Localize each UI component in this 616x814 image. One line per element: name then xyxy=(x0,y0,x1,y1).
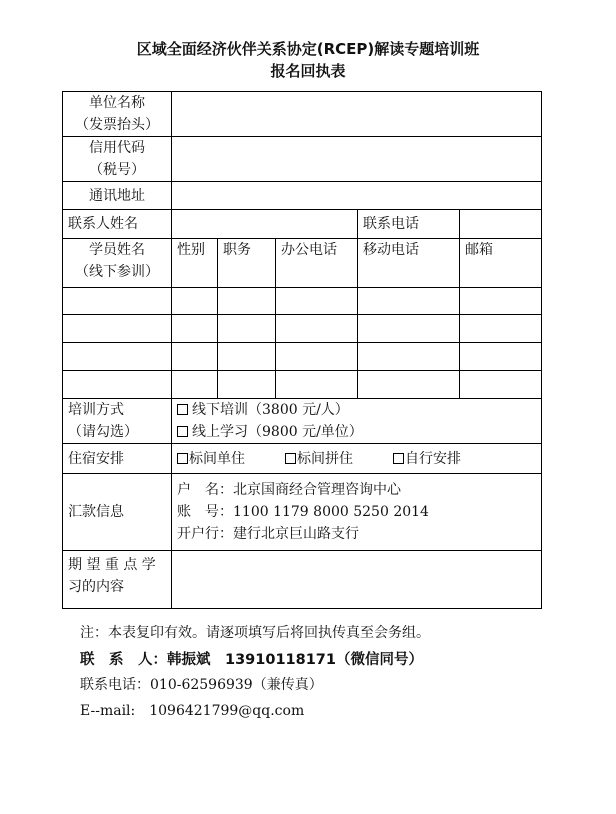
contact-email: E--mail: 1096421799@qq.com xyxy=(80,703,305,719)
student-cell[interactable] xyxy=(358,315,460,343)
student-cell[interactable] xyxy=(218,315,276,343)
shared-room-label: 标间拼住 xyxy=(297,450,353,467)
contact-phone-label: 联系电话 xyxy=(358,210,460,239)
training-mode-label: 培训方式 （请勾选） xyxy=(63,399,172,444)
student-cell[interactable] xyxy=(358,371,460,399)
single-room-checkbox[interactable] xyxy=(177,453,188,464)
contact-phone: 联系电话：010-62596939（兼传真） xyxy=(80,677,323,693)
student-cell[interactable] xyxy=(172,288,218,315)
address-field[interactable] xyxy=(172,182,542,210)
table-row xyxy=(63,315,542,343)
self-arrange-checkbox[interactable] xyxy=(393,453,404,464)
registration-form-table xyxy=(62,91,542,609)
student-cell[interactable] xyxy=(460,343,542,371)
student-cell[interactable] xyxy=(172,343,218,371)
contact-person: 联 系 人：韩振斌 13910118171（微信同号） xyxy=(80,652,423,668)
remit-label: 汇款信息 xyxy=(63,474,172,551)
account-name: 户 名：北京国商经合管理咨询中心 xyxy=(177,482,401,498)
self-arrange-label: 自行安排 xyxy=(405,450,461,467)
contact-name-field[interactable] xyxy=(172,210,358,239)
unit-name-field[interactable] xyxy=(172,92,542,137)
student-cell[interactable] xyxy=(358,288,460,315)
student-cell[interactable] xyxy=(358,343,460,371)
form-title: 区域全面经济伙伴关系协定(RCEP)解读专题培训班 xyxy=(136,40,480,58)
email-header: 邮箱 xyxy=(460,239,542,288)
student-cell[interactable] xyxy=(276,343,358,371)
note-text: 注：本表复印有效。请逐项填写后将回执传真至会务组。 xyxy=(80,625,430,641)
student-cell[interactable] xyxy=(276,371,358,399)
student-cell[interactable] xyxy=(460,288,542,315)
online-option-label: 线上学习（9800 元/单位） xyxy=(192,424,363,440)
student-cell[interactable] xyxy=(172,315,218,343)
student-cell[interactable] xyxy=(276,315,358,343)
single-room-label: 标间单住 xyxy=(189,450,245,467)
credit-code-label: 信用代码 （税号） xyxy=(63,137,172,182)
student-cell[interactable] xyxy=(218,288,276,315)
student-cell[interactable] xyxy=(218,371,276,399)
student-cell[interactable] xyxy=(63,315,172,343)
table-row xyxy=(63,343,542,371)
contact-phone-field[interactable] xyxy=(460,210,542,239)
unit-name-label: 单位名称 （发票抬头） xyxy=(63,92,172,137)
position-header: 职务 xyxy=(218,239,276,288)
online-checkbox[interactable] xyxy=(177,426,188,437)
address-label: 通讯地址 xyxy=(63,182,172,210)
contact-name-label: 联系人姓名 xyxy=(63,210,172,239)
mobile-header: 移动电话 xyxy=(358,239,460,288)
student-cell[interactable] xyxy=(63,371,172,399)
table-row xyxy=(63,288,542,315)
expect-field[interactable] xyxy=(172,551,542,609)
student-cell[interactable] xyxy=(460,371,542,399)
table-row xyxy=(63,371,542,399)
credit-code-field[interactable] xyxy=(172,137,542,182)
shared-room-checkbox[interactable] xyxy=(285,453,296,464)
remit-info xyxy=(172,474,542,551)
student-cell[interactable] xyxy=(276,288,358,315)
gender-header: 性别 xyxy=(172,239,218,288)
account-number: 账 号：1100 1179 8000 5250 2014 xyxy=(177,504,429,520)
expect-label: 期 望 重 点 学 习的内容 xyxy=(63,551,172,609)
student-cell[interactable] xyxy=(63,288,172,315)
lodging-options xyxy=(172,444,542,474)
student-cell[interactable] xyxy=(172,371,218,399)
training-mode-options xyxy=(172,399,542,444)
offline-option-label: 线下培训（3800 元/人） xyxy=(192,402,349,418)
lodging-label: 住宿安排 xyxy=(63,444,172,474)
student-cell[interactable] xyxy=(218,343,276,371)
student-cell[interactable] xyxy=(63,343,172,371)
offline-checkbox[interactable] xyxy=(177,404,188,415)
student-name-header: 学员姓名 （线下参训） xyxy=(63,239,172,288)
student-cell[interactable] xyxy=(460,315,542,343)
form-subtitle: 报名回执表 xyxy=(270,62,346,80)
bank-name: 开户行：建行北京巨山路支行 xyxy=(177,526,359,542)
office-phone-header: 办公电话 xyxy=(276,239,358,288)
